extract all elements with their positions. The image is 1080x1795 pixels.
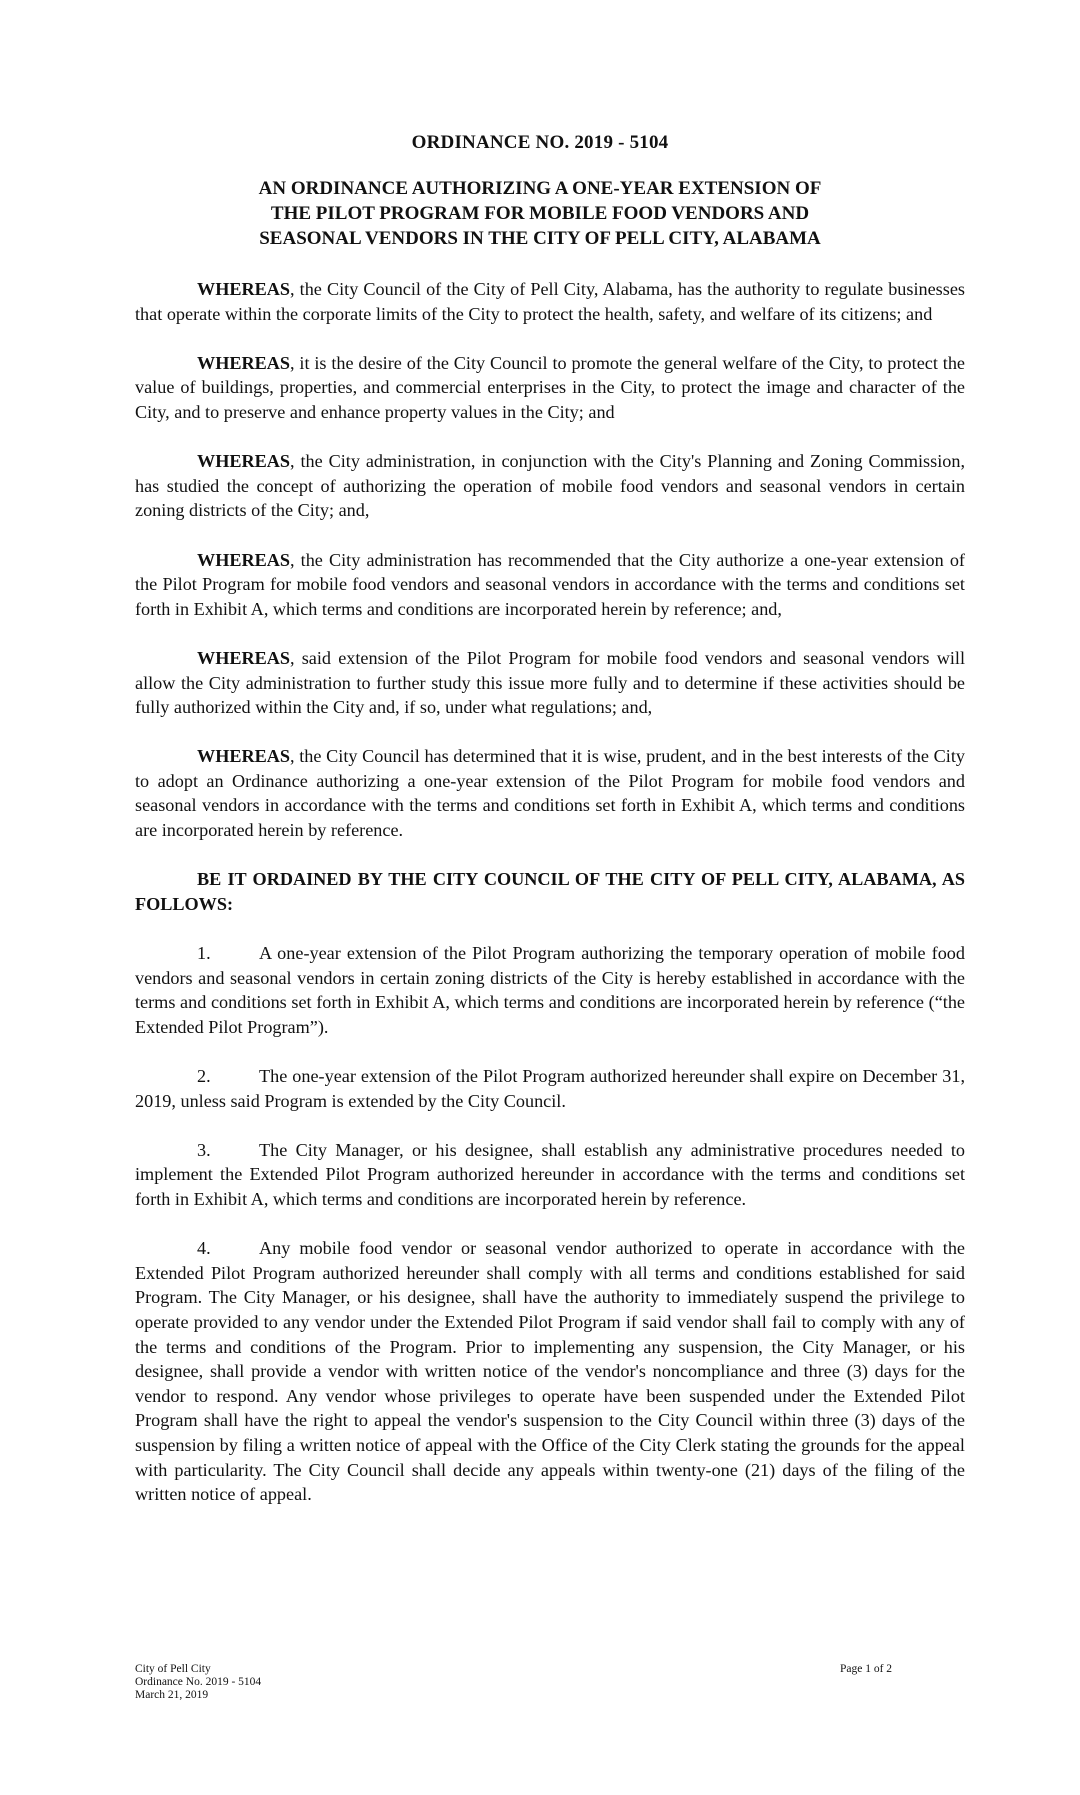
section-item xyxy=(135,1138,965,1212)
footer-line: Ordinance No. 2019 - 5104 xyxy=(135,1676,262,1688)
section-text: The City Manager, or his designee, shall establish any administrative procedures needed to implement the Extended Pilot Program authorized hereunder in accordance with the terms and conditions set forth in Exhibit A, which terms and conditions are incorporated herein by reference. xyxy=(135,1139,965,1209)
section-text: A one-year extension of the Pilot Program authorizing the temporary operation of mobile food vendors and seasonal vendors in certain zoning districts of the City is hereby established in accordance with the terms and conditions set forth in Exhibit A, which terms and conditions are incorporated herein by reference (“the Extended Pilot Program”). xyxy=(135,943,965,1037)
whereas-lead: WHEREAS xyxy=(197,549,290,570)
ordain-clause: BE IT ORDAINED BY THE CITY COUNCIL OF THE CITY OF PELL CITY, ALABAMA, AS FOLLOWS: xyxy=(135,869,965,914)
section-number: 4. xyxy=(197,1238,211,1259)
whereas-text: , the City administration, in conjunction with the City's Planning and Zoning Commission, has studied the concept of authorizing the operation of mobile food vendors and seasonal vendors in certain zoning districts of the City; and, xyxy=(135,451,965,521)
section-text: The one-year extension of the Pilot Program authorized hereunder shall expire on December 31, 2019, unless said Program is extended by the City Council. xyxy=(135,1066,965,1111)
subtitle-line: AN ORDINANCE AUTHORIZING A ONE-YEAR EXTENSION OF xyxy=(258,178,822,199)
section-item xyxy=(135,941,965,1039)
ordinance-title: ORDINANCE NO. 2019 - 5104 xyxy=(411,132,669,153)
whereas-lead: WHEREAS xyxy=(197,647,290,668)
whereas-text: , said extension of the Pilot Program for mobile food vendors and seasonal vendors will allow the City administration to further study this issue more fully and to determine if these activities should be fully authorized within the City and, if so, under what regulations; and, xyxy=(135,647,965,718)
ordinance-body xyxy=(135,277,965,1507)
footer-line: March 21, 2019 xyxy=(135,1689,209,1701)
section-number: 3. xyxy=(197,1139,211,1160)
section-item xyxy=(135,1064,965,1113)
whereas-paragraph xyxy=(135,351,965,425)
whereas-paragraph xyxy=(135,277,965,326)
whereas-lead: WHEREAS xyxy=(197,746,290,767)
whereas-text: , the City Council of the City of Pell City, Alabama, has the authority to regulate businesses that operate within the corporate limits of the City to protect the health, safety, and welfare of its citizens; and xyxy=(135,279,965,324)
whereas-text: , the City administration has recommended that the City authorize a one-year extension of the Pilot Program for mobile food vendors and seasonal vendors in accordance with the terms and conditions set forth in Exhibit A, which terms and conditions are incorporated herein by reference; and, xyxy=(135,549,965,619)
page-number: Page 1 of 2 xyxy=(840,1663,893,1675)
section-number: 1. xyxy=(197,943,211,964)
whereas-lead: WHEREAS xyxy=(197,279,290,299)
whereas-paragraph xyxy=(135,548,965,622)
whereas-lead: WHEREAS xyxy=(197,352,290,373)
whereas-paragraph xyxy=(135,744,965,842)
section-item xyxy=(135,1236,965,1507)
whereas-paragraph xyxy=(135,449,965,523)
whereas-paragraph xyxy=(135,646,965,720)
subtitle-line: SEASONAL VENDORS IN THE CITY OF PELL CITY, ALABAMA xyxy=(259,228,821,249)
subtitle-line: THE PILOT PROGRAM FOR MOBILE FOOD VENDORS AND xyxy=(270,203,810,224)
whereas-text: , the City Council has determined that it is wise, prudent, and in the best interests of the City to adopt an Ordinance authorizing a one-year extension of the Pilot Program for mobile food vendors and seasonal vendors in accordance with the terms and conditions set forth in Exhibit A, which terms and conditions are incorporated herein by reference. xyxy=(135,746,965,841)
section-text: Any mobile food vendor or seasonal vendor authorized to operate in accordance with the Extended Pilot Program authorized hereunder shall comply with all terms and conditions established for said Program. The City Manager, or his designee, shall have the authority to immediately suspend the privilege to operate provided to any vendor under the Extended Pilot Program if said vendor shall fail to comply with any of the terms and conditions of the Program. Prior to implementing any suspension, the City Manager, or his designee, shall provide a vendor with written notice of the vendor's noncompliance and three (3) days for the vendor to respond. Any vendor whose privileges to operate have been suspended under the Extended Pilot Program shall have the right to appeal the vendor's suspension to the City Council within three (3) days of the suspension by filing a written notice of appeal with the Office of the City Clerk stating the grounds for the appeal with particularity. The City Council shall decide any appeals within twenty-one (21) days of the filing of the written notice of appeal. xyxy=(135,1238,965,1505)
ordinance-subtitle xyxy=(0,176,1080,251)
whereas-lead: WHEREAS xyxy=(197,451,290,472)
whereas-text: , it is the desire of the City Council to promote the general welfare of the City, to protect the value of buildings, properties, and commercial enterprises in the City, to protect the image and character of the City, and to preserve and enhance property values in the City; and xyxy=(135,352,965,422)
section-number: 2. xyxy=(197,1066,211,1086)
footer-info xyxy=(135,1663,261,1702)
footer-line: City of Pell City xyxy=(135,1663,211,1675)
